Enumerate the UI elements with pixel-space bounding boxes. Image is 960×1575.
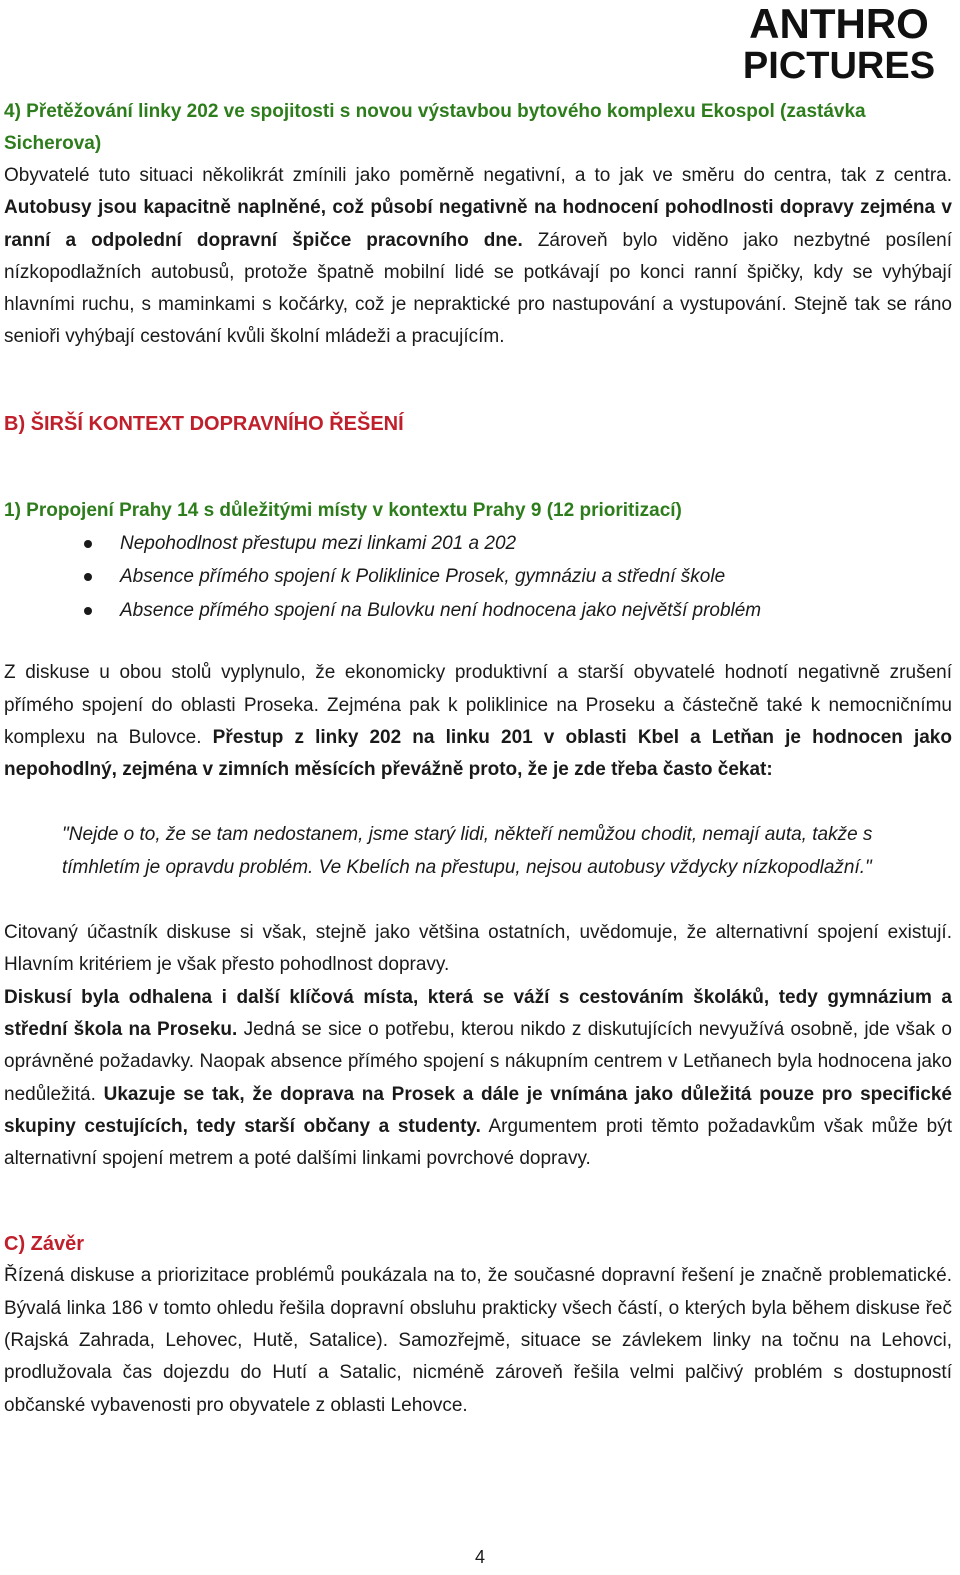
- section-a4-heading: 4) Přetěžování linky 202 ve spojitosti s novou výstavbou bytového komplexu Ekospol (zastávka Sicherova): [4, 101, 866, 154]
- section-a4-paragraph: [4, 160, 952, 354]
- section-b1-heading: 1) Propojení Prahy 14 s důležitými místy v kontextu Prahy 9 (12 prioritizací): [4, 499, 682, 521]
- section-b-paragraph-2: [4, 657, 952, 786]
- section-b-heading: B) ŠIRŠÍ KONTEXT DOPRAVNÍHO ŘEŠENÍ: [4, 412, 404, 435]
- bold-text-run: Autobusy jsou kapacitně naplněné, což působí negativně na hodnocení pohodlnosti dopravy zejména v ranní a odpolední dopravní špičce pracovního dne.: [4, 197, 952, 251]
- text-run: Z diskuse u obou stolů vyplynulo, že ekonomicky produktivní a starší obyvatelé hodnotí negativně zrušení přímého spojení do oblasti Proseka. Zejména pak k poliklinice na Proseku a částečně také k nemocničnímu komplexu na Bulovce.: [4, 662, 952, 748]
- bold-text-run: Ukazuje se tak, že doprava na Prosek a dále je vnímána jako důležitá pouze pro specifické skupiny cestujících, tedy starší občany a studenty.: [4, 1083, 952, 1137]
- bullet-icon: [84, 573, 92, 581]
- section-c-heading: C) Závěr: [4, 1233, 85, 1256]
- bullet-icon: [84, 607, 92, 615]
- list-item: [84, 594, 952, 628]
- logo-line-2: PICTURES: [742, 45, 936, 84]
- text-run: Argumentem proti těmto požadavkům však může být alternativní spojení metrem a poté dalšími linkami povrchové dopravy.: [4, 1115, 952, 1170]
- text-run: Jedná se sice o potřebu, kterou nikdo z diskutujících nevyužívá osobně, jde však o oprávněné požadavky. Naopak absence přímého spojení s nákupním centrem v Letňanech byla hodnocena jako nedůležitá.: [4, 1018, 952, 1105]
- section-b-paragraph-3: Citovaný účastník diskuse si však, stejně jako většina ostatních, uvědomuje, že alternativní spojení existují. Hlavním kritériem je však přesto pohodlnost dopravy.: [4, 922, 952, 976]
- bold-text-run: Přestup z linky 202 na linku 201 v oblasti Kbel a Letňan je hodnocen jako nepohodlný, zejména v zimních měsících převážně proto, že je zde třeba často čekat:: [4, 726, 952, 781]
- list-item: [84, 560, 952, 594]
- text-run: Obyvatelé tuto situaci několikrát zmínili jako poměrně negativní, a to jak ve směru do centra, tak z centra.: [4, 165, 952, 186]
- section-c-paragraph: Řízená diskuse a priorizitace problémů poukázala na to, že současné dopravní řešení je značně problematické. Bývalá linka 186 v tomto ohledu řešila dopravní obsluhu prakticky všech částí, o kterých byla během diskuse řeč (Rajská Zahrada, Lehovec, Hutě, Satalice). Samozřejmě, situace se závlekem linky na točnu na Lehovci, prodlužovala čas dojezdu do Hutí a Satalic, nicméně zároveň řešila velmi palčivý problém s dostupností občanské vybavenosti pro obyvatele z oblasti Lehovce.: [4, 1265, 952, 1416]
- list-item-text: Absence přímého spojení k Poliklinice Prosek, gymnáziu a střední škole: [120, 566, 726, 588]
- page-number: 4: [474, 1547, 485, 1567]
- anthro-pictures-logo: [732, 0, 946, 84]
- list-item-text: Absence přímého spojení na Bulovku není hodnocena jako největší problém: [120, 599, 762, 621]
- section-b-paragraph-4: [4, 982, 952, 1176]
- participant-quote: "Nejde o to, že se tam nedostanem, jsme starý lidi, někteří nemůžou chodit, nemají auta, takže s tímhletím je opravdu problém. Ve Kbelích na přestupu, nejsou autobusy vždycky nízkopodlažní.": [62, 824, 873, 878]
- text-run: Zároveň bylo viděno jako nezbytné posílení nízkopodlažních autobusů, protože špatně mobilní lidé se potkávají po konci ranní špičky, kdy se vyhýbají hlavními ruchu, s maminkami s kočárky, což je nepraktické pro nastupování a vystupování. Stejně tak se ráno senioři vyhýbají cestování kvůli školní mládeži a pracujícím.: [4, 229, 952, 348]
- bullet-icon: [84, 540, 92, 548]
- list-item: [84, 527, 952, 561]
- bold-text-run: Diskusí byla odhalena i další klíčová místa, která se váží s cestováním školáků, tedy gymnázium a střední škola na Proseku.: [4, 986, 952, 1040]
- bullet-list: [4, 527, 952, 628]
- logo-line-1: ANTHRO: [749, 0, 929, 47]
- list-item-text: Nepohodlnost přestupu mezi linkami 201 a 202: [120, 532, 517, 554]
- document-body: [4, 96, 952, 1422]
